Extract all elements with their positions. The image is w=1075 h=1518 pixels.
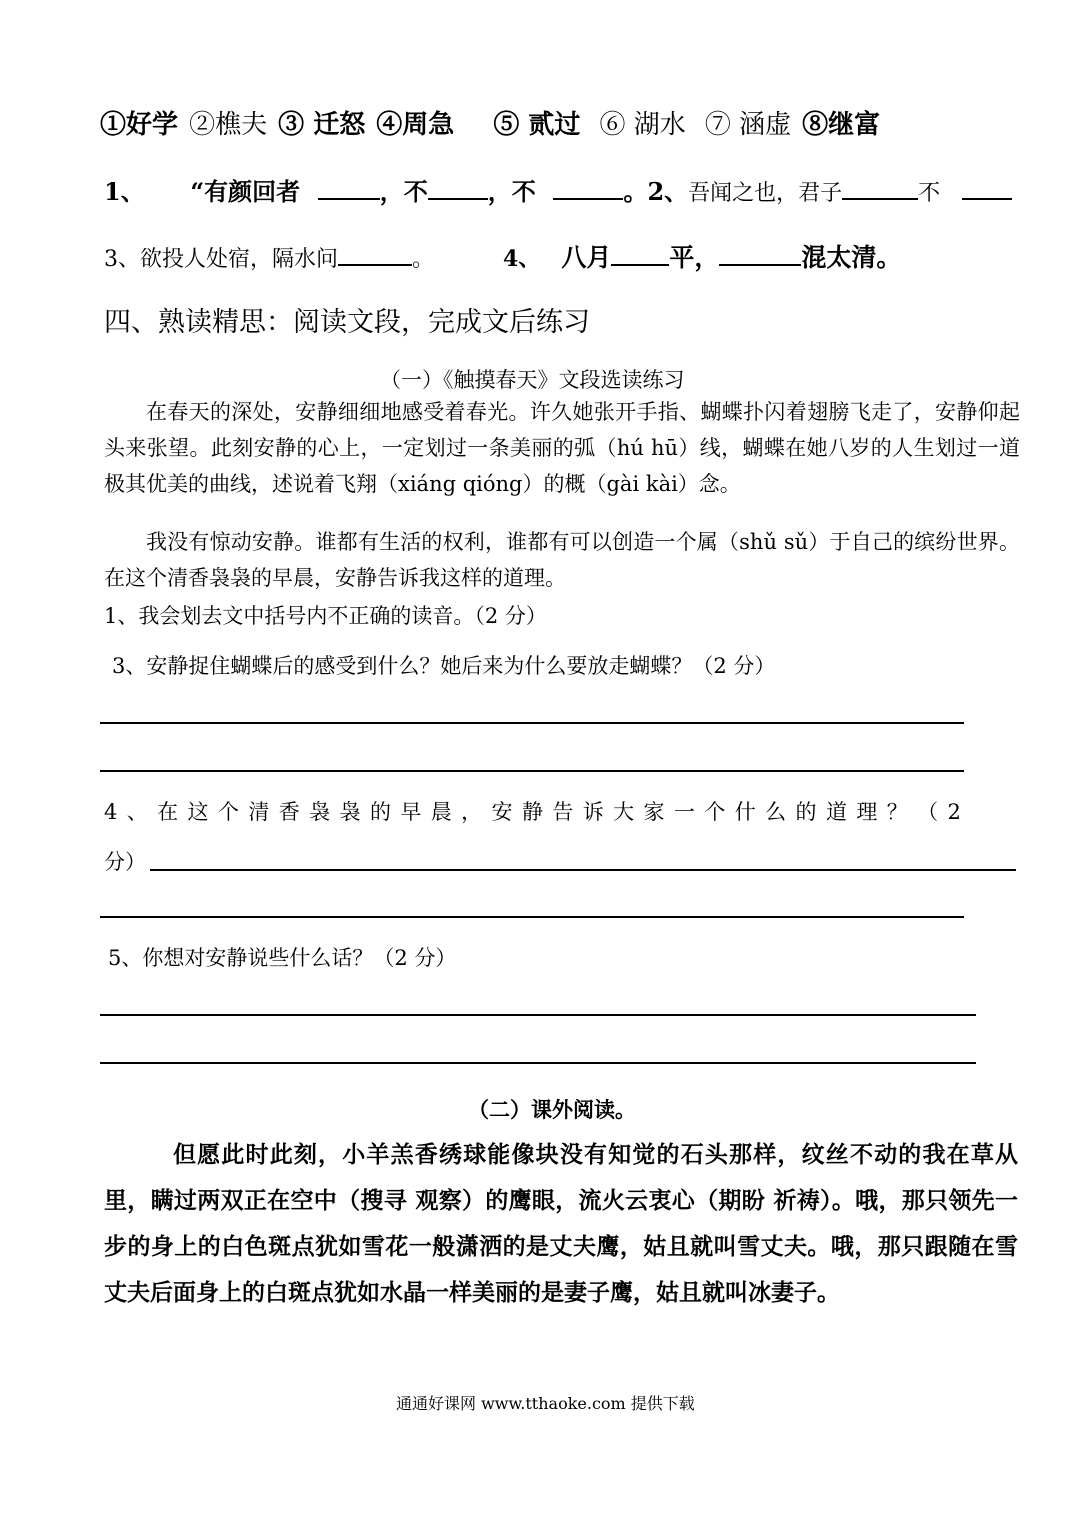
question-text: 不 xyxy=(918,181,941,206)
question-text: ，不 xyxy=(487,177,536,206)
question-4: 4、在这个清香袅袅的早晨，安静告诉大家一个什么的道理？（2 xyxy=(104,800,971,824)
question-number: 1、 xyxy=(104,177,145,206)
question-text: “有颜回者 xyxy=(190,177,301,206)
answer-blank[interactable] xyxy=(962,174,1012,200)
part2-title: （二）课外阅读。 xyxy=(468,1097,636,1122)
vocab-item: ②樵夫 xyxy=(189,110,268,140)
answer-blank[interactable] xyxy=(428,174,488,200)
question-text: 。 xyxy=(412,247,435,272)
question-text: 八月 xyxy=(561,243,612,272)
answer-blank[interactable] xyxy=(318,174,380,200)
answer-line[interactable] xyxy=(150,869,1016,871)
answer-blank[interactable] xyxy=(719,242,801,266)
vocab-item: ⑥ 湖水 xyxy=(599,110,686,140)
part1-title: （一）《触摸春天》文段选读练习 xyxy=(380,368,685,392)
part2-paragraph: 但愿此时此刻，小羊羔香绣球能像块没有知觉的石头那样，纹丝不动的我在草从里，瞒过两双正在空中（搜寻 观察）的鹰眼，流火云衷心（期盼 祈祷）。哦，那只领先一步的身上的白色斑点犹如雪花一般潇洒的是丈夫鹰，姑且就叫雪丈夫。哦，那只跟随在雪丈夫后面身上的白斑点犹如水晶一样美丽的是妻子鹰，姑且就叫冰妻子。 xyxy=(104,1141,1018,1306)
question-text: ，不 xyxy=(379,177,428,206)
part1-paragraph-1: 在春天的深处，安静细细地感受着春光。许久她张开手指、蝴蝶扑闪着翅膀飞走了，安静仰起头来张望。此刻安静的心上，一定划过一条美丽的弧（hú hū）线，蝴蝶在她八岁的人生划过一道极其优美的曲线，述说着飞翔（xiáng qióng）的概（gài kài）念。 xyxy=(104,400,1020,496)
question-4-continued: 分） xyxy=(104,850,146,874)
question-3: 3、安静捉住蝴蝶后的感受到什么？她后来为什么要放走蝴蝶？（2 分） xyxy=(112,654,776,678)
fill-line-1 xyxy=(104,172,1012,207)
fill-line-2 xyxy=(104,238,901,274)
answer-line[interactable] xyxy=(100,722,964,724)
vocab-item: ④周急 xyxy=(376,110,455,140)
answer-line[interactable] xyxy=(100,770,964,772)
answer-blank[interactable] xyxy=(338,242,412,266)
question-number: 2、 xyxy=(647,177,689,206)
question-1: 1、我会划去文中括号内不正确的读音。（2 分） xyxy=(104,604,547,628)
vocab-item: ⑤ 贰过 xyxy=(493,110,581,140)
question-number: 4、 xyxy=(503,246,541,272)
vocab-item: ⑧继富 xyxy=(802,110,881,140)
part1-paragraph-2: 我没有惊动安静。谁都有生活的权利，谁都有可以创造一个属（shǔ sǔ）于自己的缤纷世界。在这个清香袅袅的早晨，安静告诉我这样的道理。 xyxy=(104,530,1020,590)
vocab-line xyxy=(100,104,880,141)
question-text: 平， xyxy=(669,243,720,272)
footer: 通通好课网 www.tthaoke.com 提供下载 xyxy=(396,1394,695,1413)
question-text: 3、欲投人处宿，隔水问 xyxy=(104,247,338,272)
question-text: 混太清。 xyxy=(801,243,902,272)
question-5: 5、你想对安静说些什么话？（2 分） xyxy=(108,946,457,970)
question-text: 吾闻之也，君子 xyxy=(688,181,843,206)
answer-line[interactable] xyxy=(100,916,964,918)
answer-blank[interactable] xyxy=(553,174,623,200)
answer-blank[interactable] xyxy=(611,242,669,266)
question-text: 。 xyxy=(623,177,648,206)
vocab-item: ①好学 xyxy=(100,110,179,140)
section-title: 四、熟读精思：阅读文段，完成文后练习 xyxy=(104,307,590,338)
vocab-item: ⑦ 涵虚 xyxy=(704,110,792,140)
answer-blank[interactable] xyxy=(842,174,918,200)
answer-line[interactable] xyxy=(100,1062,976,1064)
answer-line[interactable] xyxy=(100,1014,976,1016)
vocab-item: ③ 迁怒 xyxy=(278,110,366,140)
